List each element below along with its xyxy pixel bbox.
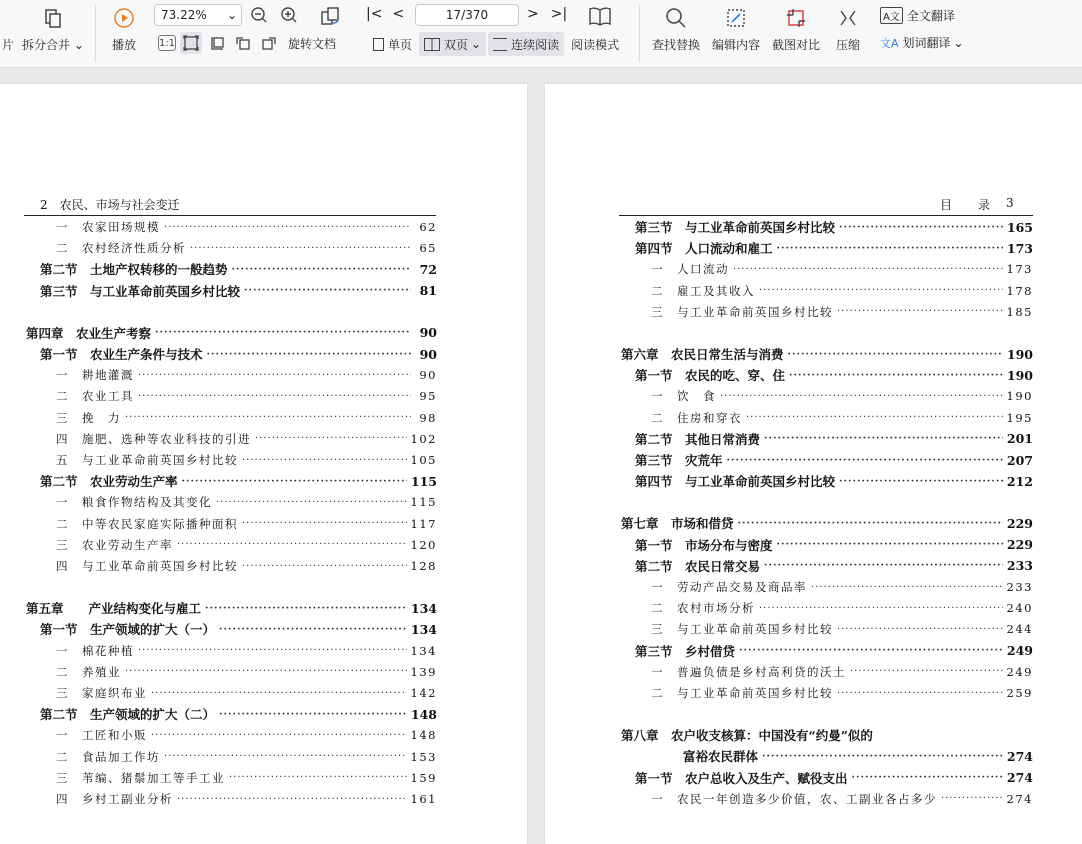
toc-leader-dots [837, 624, 1003, 635]
toc-entry-title: 第五章 产业结构变化与雇工 [26, 601, 202, 617]
play-icon [112, 6, 136, 30]
single-page-button[interactable]: 单页 [368, 32, 417, 56]
separator [639, 4, 640, 62]
separator [95, 4, 96, 62]
split-merge-button[interactable]: 拆分合并 ⌄ [22, 6, 84, 53]
fit-width-icon[interactable] [206, 32, 228, 54]
toc-entry-page: 62 [419, 220, 437, 234]
toc-leader-dots [738, 518, 1003, 529]
toc-entry [56, 557, 437, 575]
toc-entry-page: 233 [1006, 558, 1033, 574]
word-translate-icon: 文A [880, 36, 899, 50]
toc-entry [56, 748, 437, 766]
double-page-icon [424, 38, 440, 51]
compress-icon [836, 6, 860, 30]
toc-entry [635, 430, 1033, 448]
toc-leader-dots [850, 666, 1003, 677]
toc-leader-dots [207, 349, 411, 360]
document-page-left [0, 84, 527, 844]
toc-entry-page: 98 [419, 410, 437, 425]
toc-entry [56, 218, 437, 236]
chevron-down-icon: ⌄ [471, 37, 482, 51]
rotate-doc-icon [318, 4, 342, 28]
toc-leader-dots [727, 455, 1003, 466]
read-mode-top[interactable] [588, 4, 612, 34]
running-head-label-a: 目 [940, 198, 953, 212]
toc-leader-dots [839, 476, 1003, 487]
toc-entry [40, 472, 437, 490]
toc-entry-page: 95 [419, 389, 437, 404]
toc-leader-dots [746, 412, 1003, 423]
toc-entry [635, 536, 1033, 554]
toc-leader-dots [777, 539, 1003, 550]
toc-entry-title: 第二节 其他日常消费 [635, 431, 761, 447]
toc-entry-page: 178 [1006, 283, 1033, 298]
zoom-in-icon[interactable] [278, 4, 300, 26]
toc-entry-title: 第四章 农业生产考察 [26, 325, 152, 341]
toc-entry [621, 345, 1033, 363]
book-icon [588, 4, 612, 28]
toc-entry-title: 第三节 与工业革命前英国乡村比较 [40, 283, 241, 299]
toc-leader-dots [762, 751, 1003, 762]
toc-leader-dots [216, 497, 407, 508]
toc-entry-title: 一 劳动产品交易及商品率 [651, 580, 807, 594]
read-mode-button[interactable]: 阅读模式 [571, 37, 620, 52]
toc-entry [56, 387, 437, 405]
toc-entry-title: 一 棉花种植 [56, 643, 134, 658]
document-page-right [545, 84, 1082, 844]
toc-entry-title: 三 挽 力 [56, 410, 121, 425]
toc-entry [621, 726, 1033, 744]
toc-leader-dots [739, 645, 1003, 656]
toc-entry-page: 90 [419, 346, 437, 362]
toc-entry-page: 190 [1006, 367, 1033, 383]
chevron-down-icon: ⌄ [226, 8, 237, 22]
toc-entry-page: 117 [410, 516, 437, 531]
toc-entry [56, 642, 437, 660]
toc-entry [635, 769, 1033, 787]
toc-entry [651, 684, 1033, 702]
toc-entry [683, 747, 1033, 765]
toc-entry-page: 72 [419, 261, 437, 277]
toc-entry-title: 一 饮 食 [651, 389, 716, 404]
toc-entry-title: 二 与工业革命前英国乡村比较 [651, 686, 833, 700]
toc-entry [635, 472, 1033, 490]
toc-leader-dots [764, 560, 1003, 571]
toc-entry [651, 663, 1033, 681]
toc-leader-dots [164, 751, 407, 762]
toc-leader-dots [242, 561, 407, 572]
next-page-icon[interactable]: > [527, 6, 539, 22]
toc-entry-page: 201 [1006, 431, 1033, 447]
toc-entry-page: 244 [1006, 622, 1033, 637]
play-button[interactable]: 播放 [112, 6, 136, 53]
toc-entry-title: 第四节 人口流动和雇工 [635, 241, 773, 257]
toc-entry-page: 240 [1006, 601, 1033, 616]
rotate-doc-button[interactable] [318, 4, 342, 34]
search-icon [664, 6, 688, 30]
toc-leader-dots [138, 645, 407, 656]
toc-entry-title: 三 农业劳动生产率 [56, 537, 173, 552]
toc-leader-dots [125, 412, 411, 423]
toc-entry-title: 二 农村经济性质分析 [56, 241, 186, 256]
toc-entry-page: 115 [410, 473, 437, 489]
toc-entry-page: 159 [410, 770, 437, 785]
edit-content-button[interactable]: 编辑内容 [712, 6, 760, 53]
toc-leader-dots [837, 306, 1003, 317]
toc-entry-page: 207 [1006, 452, 1033, 468]
toc-entry [56, 515, 437, 533]
toc-entry-title: 三 家庭织布业 [56, 686, 147, 700]
toc-entry [651, 387, 1033, 405]
toc-entry-title: 第一节 农户总收入及生产、赋役支出 [635, 770, 848, 786]
toc-entry [651, 303, 1033, 321]
toc-entry-page: 81 [419, 283, 437, 299]
toc-leader-dots [759, 603, 1003, 614]
toc-leader-dots [177, 539, 407, 550]
toc-entry [635, 239, 1033, 257]
toc-entry-page: 173 [1006, 240, 1033, 256]
toc-entry-page: 190 [1006, 389, 1033, 404]
toc-entry-title: 四 与工业革命前英国乡村比较 [56, 559, 238, 573]
screenshot-compare-button[interactable]: 截图对比 [772, 6, 820, 53]
toc-entry [40, 705, 437, 723]
continuous-read-button[interactable]: 连续阅读 [488, 32, 564, 56]
toc-entry-title: 第三节 灾荒年 [635, 453, 723, 468]
toc-entry [635, 218, 1033, 236]
toc-entry [56, 536, 437, 554]
document-canvas[interactable] [0, 68, 1082, 824]
toc-entry-page: 259 [1006, 686, 1033, 700]
toc-entry-page: 90 [419, 325, 437, 341]
toc-entry [651, 409, 1033, 427]
toc-entry-page: 102 [410, 431, 437, 446]
toc-entry-title: 第二节 农民日常交易 [635, 558, 761, 574]
toc-entry-title: 二 养殖业 [56, 664, 121, 679]
zoom-select[interactable] [154, 4, 242, 26]
toc-entry-title: 四 施肥、选种等农业科技的引进 [56, 431, 251, 446]
toc-entry-title: 富裕农民群体 [683, 749, 759, 765]
page-indicator: 17/370 [445, 8, 489, 22]
toc-entry [56, 769, 437, 787]
toc-entry-page: 185 [1006, 304, 1033, 319]
toc-entry [56, 409, 437, 427]
chevron-down-icon: ⌄ [953, 35, 964, 50]
toc-entry [621, 514, 1033, 532]
toc-leader-dots [837, 688, 1003, 699]
toc-entry-title: 一 农民一年创造多少价值，农、工副业各占多少 [651, 791, 937, 806]
toc-entry-page: 249 [1006, 664, 1033, 679]
toc-entry-page: 134 [410, 600, 437, 616]
toc-leader-dots [151, 688, 407, 699]
toc-leader-dots [852, 772, 1003, 783]
toc-entry [651, 790, 1033, 808]
toc-entry [56, 430, 437, 448]
toc-leader-dots [138, 391, 411, 402]
toc-entry-title: 一 人口流动 [651, 262, 729, 277]
toc-entry-page: 274 [1006, 770, 1033, 786]
edit-icon [724, 6, 748, 30]
rotate-doc-label[interactable]: 旋转文档 [288, 36, 337, 51]
toc-entry-page: 190 [1006, 346, 1033, 362]
rotate-right-icon[interactable] [258, 32, 280, 54]
toc-leader-dots [229, 772, 407, 783]
toc-entry-page: 161 [410, 792, 437, 806]
toc-entry [26, 599, 437, 617]
toc-entry-title: 第一节 市场分布与密度 [635, 537, 773, 553]
toc-entry [651, 620, 1033, 638]
split-icon-fragment[interactable]: 片 [0, 6, 20, 53]
toc-entry-page: 274 [1006, 748, 1033, 764]
running-head-label-b: 录 [978, 198, 991, 212]
toc-leader-dots [219, 709, 407, 720]
toc-entry [651, 578, 1033, 596]
toc-entry-title: 四 乡村工副业分析 [56, 792, 173, 806]
word-translate-button[interactable]: 文A 划词翻译 ⌄ [880, 35, 964, 50]
toc-entry-title: 第八章 农户收支核算：中国没有“约曼”似的 [621, 728, 873, 744]
full-translate-button[interactable]: A文 全文翻译 [880, 7, 955, 24]
toc-leader-dots [764, 433, 1003, 444]
toc-entry-page: 173 [1006, 262, 1033, 277]
compress-button[interactable]: 压缩 [836, 6, 860, 53]
toc-leader-dots [759, 285, 1003, 296]
toc-entry-page: 148 [410, 728, 437, 743]
toc-leader-dots [190, 243, 411, 254]
toc-leader-dots [244, 285, 411, 296]
toc-leader-dots [164, 222, 411, 233]
toc-leader-dots [219, 624, 407, 635]
toc-entry-title: 二 食品加工作坊 [56, 749, 160, 764]
toc-entry [635, 451, 1033, 469]
page-number-input[interactable] [415, 4, 519, 26]
toc-entry-title: 第一节 农民的吃、穿、住 [635, 368, 786, 384]
continuous-icon [493, 38, 507, 51]
toc-entry-page: 233 [1006, 580, 1033, 594]
toc-entry [635, 642, 1033, 660]
toc-entry-title: 三 与工业革命前英国乡村比较 [651, 304, 833, 319]
toc-leader-dots [242, 518, 407, 529]
toc-entry-title: 第三节 与工业革命前英国乡村比较 [635, 220, 836, 235]
rotate-left-icon[interactable] [232, 32, 254, 54]
toc-leader-dots [205, 603, 407, 614]
actual-size-button[interactable]: 1:1 [158, 35, 176, 51]
toc-entry [56, 239, 437, 257]
toc-entry-page: 139 [410, 664, 437, 679]
toc-entry-page: 134 [410, 643, 437, 658]
toc-entry [56, 663, 437, 681]
zoom-value: 73.22% [161, 8, 207, 22]
toc-entry [40, 345, 437, 363]
toc-entry-title: 一 工匠和小贩 [56, 728, 147, 743]
toc-entry-page: 120 [410, 537, 437, 552]
toc-entry-page: 212 [1006, 473, 1033, 489]
toc-entry-title: 一 农家田场规模 [56, 220, 160, 234]
toc-entry-page: 105 [410, 453, 437, 467]
toc-entry-title: 三 与工业革命前英国乡村比较 [651, 622, 833, 637]
toc-entry-title: 五 与工业革命前英国乡村比较 [56, 453, 238, 467]
toc-entry-page: 153 [410, 749, 437, 764]
toc-entry [56, 366, 437, 384]
toc-leader-dots [151, 730, 407, 741]
toc-entry-page: 165 [1006, 219, 1033, 235]
toc-entry-title: 第六章 农民日常生活与消费 [621, 347, 784, 362]
toc-entry-title: 三 苇编、猪鬃加工等手工业 [56, 770, 225, 785]
toc-entry-page: 90 [419, 368, 437, 383]
toc-leader-dots [720, 391, 1003, 402]
header-rule [24, 215, 436, 216]
toc-entry [26, 324, 437, 342]
toc-entry [651, 599, 1033, 617]
toc-entry-title: 第一节 农业生产条件与技术 [40, 347, 203, 362]
toc-entry [56, 451, 437, 469]
toc-entry [56, 790, 437, 808]
toc-entry [651, 260, 1033, 278]
toc-entry [56, 493, 437, 511]
toc-entry-title: 一 粮食作物结构及其变化 [56, 495, 212, 510]
toc-entry [635, 366, 1033, 384]
toc-leader-dots [182, 476, 407, 487]
fit-page-icon[interactable] [180, 32, 202, 54]
zoom-out-icon[interactable] [248, 4, 270, 26]
toc-entry-title: 第二节 土地产权转移的一般趋势 [40, 262, 228, 278]
toc-entry-page: 274 [1006, 791, 1033, 806]
toc-entry-title: 二 雇工及其收入 [651, 283, 755, 298]
prev-page-icon[interactable]: < [392, 6, 405, 22]
toc-leader-dots [155, 327, 411, 338]
toc-entry-page: 128 [410, 559, 437, 573]
toc-entry-page: 148 [410, 706, 437, 722]
toc-entry-title: 第四节 与工业革命前英国乡村比较 [635, 474, 836, 490]
toc-entry [40, 620, 437, 638]
toc-leader-dots [839, 222, 1003, 233]
header-rule [619, 215, 1033, 216]
double-page-button[interactable]: 双页 ⌄ [419, 32, 486, 56]
toc-entry [56, 726, 437, 744]
single-page-icon [373, 38, 384, 51]
first-page-icon[interactable]: |< [366, 6, 383, 22]
toc-entry-title: 第一节 生产领域的扩大（一） [40, 622, 216, 638]
split-merge-label: 拆分合并 [22, 38, 71, 52]
toc-entry-title: 二 农村市场分析 [651, 601, 755, 616]
toc-entry-title: 第二节 生产领域的扩大（二） [40, 707, 216, 723]
toc-entry [40, 260, 437, 278]
toc-entry-page: 249 [1006, 643, 1033, 659]
screenshot-compare-icon [784, 6, 808, 30]
running-head-page-number: 3 [1006, 196, 1014, 210]
toc-entry-title: 二 住房和穿衣 [651, 410, 742, 425]
toc-leader-dots [242, 455, 407, 466]
toc-leader-dots [125, 666, 407, 677]
toc-entry-title: 第二节 农业劳动生产率 [40, 474, 178, 490]
toc-entry [56, 684, 437, 702]
toc-entry-title: 二 农业工具 [56, 389, 134, 404]
toc-entry-page: 195 [1006, 410, 1033, 425]
last-page-icon[interactable]: >| [550, 6, 568, 22]
toc-entry [651, 282, 1033, 300]
toc-leader-dots [255, 433, 407, 444]
toc-leader-dots [177, 794, 407, 805]
toolbar [0, 0, 1082, 68]
translate-icon: A文 [880, 7, 903, 24]
toc-entry-page: 65 [419, 241, 437, 256]
toc-entry-page: 134 [410, 621, 437, 637]
split-merge-icon [41, 6, 65, 30]
toc-entry-title: 一 普遍负债是乡村高利贷的沃土 [651, 664, 846, 679]
toc-entry-title: 第七章 市场和借贷 [621, 516, 734, 532]
toc-leader-dots [788, 349, 1003, 360]
toc-entry-title: 第三节 乡村借贷 [635, 643, 736, 659]
toc-entry [635, 557, 1033, 575]
toc-leader-dots [232, 264, 411, 275]
toc-entry-page: 229 [1006, 515, 1033, 531]
find-replace-button[interactable]: 查找替换 [652, 6, 700, 53]
toc-entry-title: 二 中等农民家庭实际播种面积 [56, 516, 238, 531]
toc-entry-page: 229 [1006, 537, 1033, 553]
toc-leader-dots [941, 793, 1003, 804]
toc-entry-page: 115 [410, 495, 437, 510]
toc-leader-dots [138, 370, 411, 381]
running-head: 2 农民、市场与社会变迁 [40, 198, 180, 212]
toc-leader-dots [811, 582, 1003, 593]
toc-entry-page: 142 [410, 686, 437, 700]
toc-leader-dots [789, 370, 1003, 381]
split-fragment-icon [0, 6, 20, 30]
toc-leader-dots [777, 243, 1003, 254]
toc-leader-dots [733, 264, 1003, 275]
toc-entry-title: 一 耕地灌溉 [56, 368, 134, 383]
toc-entry [40, 282, 437, 300]
